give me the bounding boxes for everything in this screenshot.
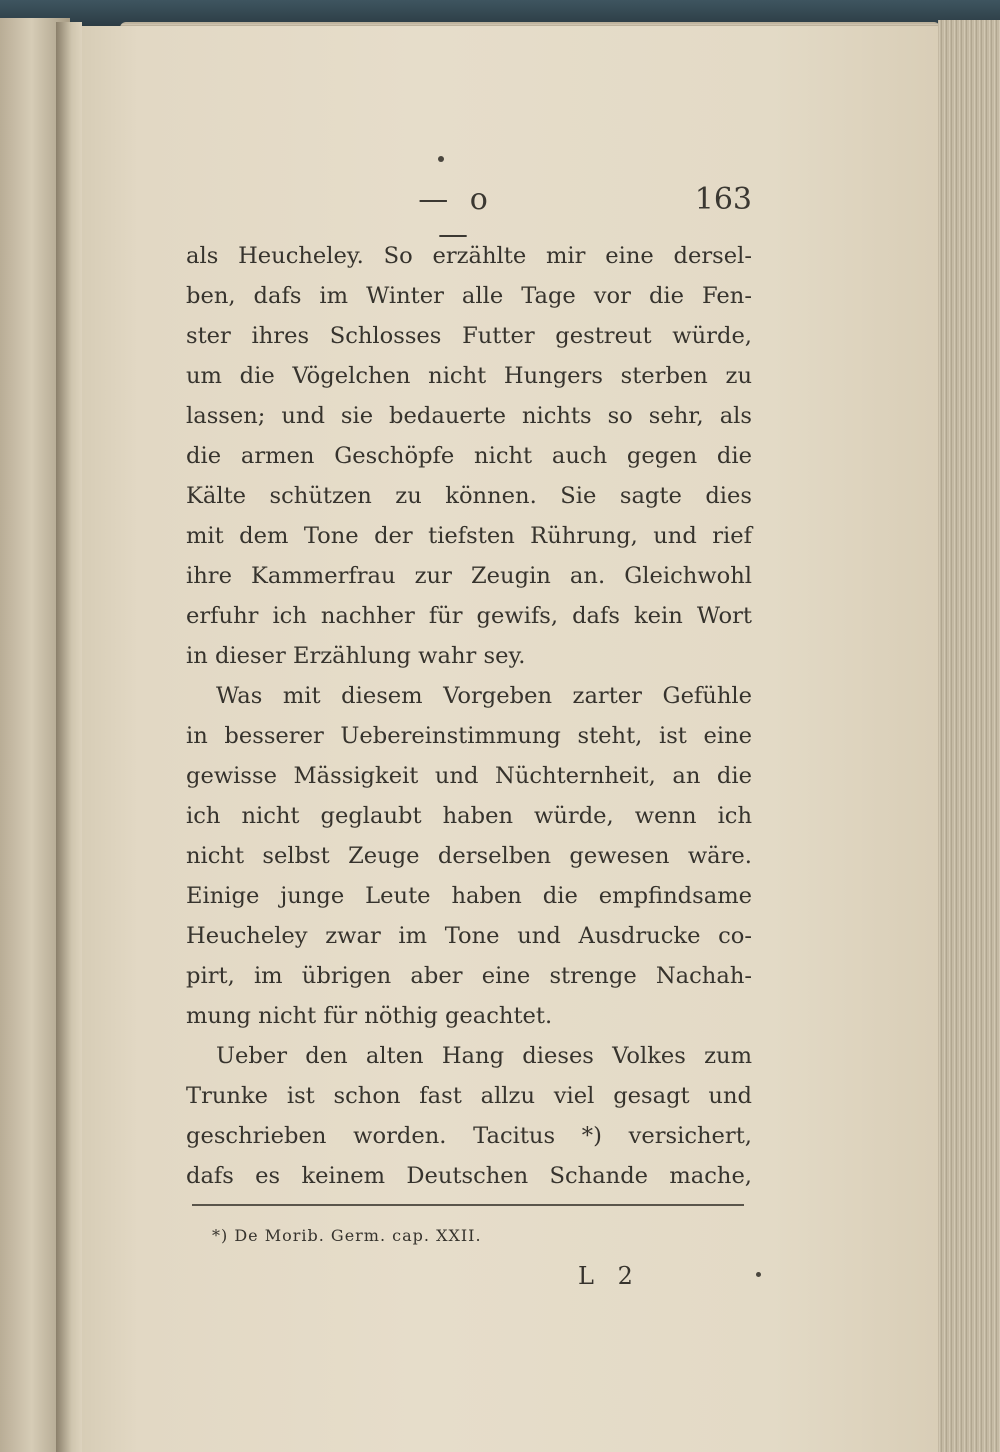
text-line: gewisse Mässigkeit und Nüchternheit, an die — [186, 763, 752, 789]
text-line: als Heucheley. So erzählte mir eine dersel- — [186, 243, 752, 269]
text-line: um die Vögelchen nicht Hungers sterben zu — [186, 363, 752, 389]
text-line: ich nicht geglaubt haben würde, wenn ich — [186, 803, 752, 829]
text-line: dafs es keinem Deutschen Schande mache, — [186, 1163, 752, 1189]
text-line: Was mit diesem Vorgeben zarter Gefühle — [216, 683, 752, 709]
header-signature: — o — — [418, 182, 494, 252]
page-header — [186, 182, 752, 252]
ink-speck — [438, 156, 444, 162]
signature-mark: L 2 — [578, 1262, 641, 1290]
text-line: mit dem Tone der tiefsten Rührung, und rief — [186, 523, 752, 549]
text-line: Kälte schützen zu können. Sie sagte dies — [186, 483, 752, 509]
ink-speck — [756, 1272, 761, 1277]
text-line: ihre Kammerfrau zur Zeugin an. Gleichwohl — [186, 563, 752, 589]
text-line: Trunke ist schon fast allzu viel gesagt und — [186, 1083, 752, 1109]
text-line: pirt, im übrigen aber eine strenge Nachah- — [186, 963, 752, 989]
page-number: 163 — [694, 182, 752, 217]
text-line: ben, dafs im Winter alle Tage vor die Fen- — [186, 283, 752, 309]
text-line: erfuhr ich nachher für gewifs, dafs kein Wort — [186, 603, 752, 629]
footnote: *) De Morib. Germ. cap. XXII. — [212, 1226, 482, 1245]
page-stack-edges — [938, 20, 1000, 1452]
footnote-rule — [192, 1204, 744, 1206]
body-text — [186, 236, 752, 1196]
text-line: in dieser Erzählung wahr sey. — [186, 643, 526, 669]
text-line: lassen; und sie bedauerte nichts so sehr, als — [186, 403, 752, 429]
text-line: nicht selbst Zeuge derselben gewesen wäre. — [186, 843, 752, 869]
text-line: Ueber den alten Hang dieses Volkes zum — [216, 1043, 752, 1069]
text-line: mung nicht für nöthig geachtet. — [186, 1003, 553, 1029]
text-line: Heucheley zwar im Tone und Ausdrucke co- — [186, 923, 752, 949]
text-line: Einige junge Leute haben die empfindsame — [186, 883, 752, 909]
text-line: ster ihres Schlosses Futter gestreut würde, — [186, 323, 752, 349]
text-line: die armen Geschöpfe nicht auch gegen die — [186, 443, 752, 469]
book-gutter — [56, 22, 82, 1452]
text-line: geschrieben worden. Tacitus *) versichert, — [186, 1123, 752, 1149]
text-line: in besserer Uebereinstimmung steht, ist eine — [186, 723, 752, 749]
